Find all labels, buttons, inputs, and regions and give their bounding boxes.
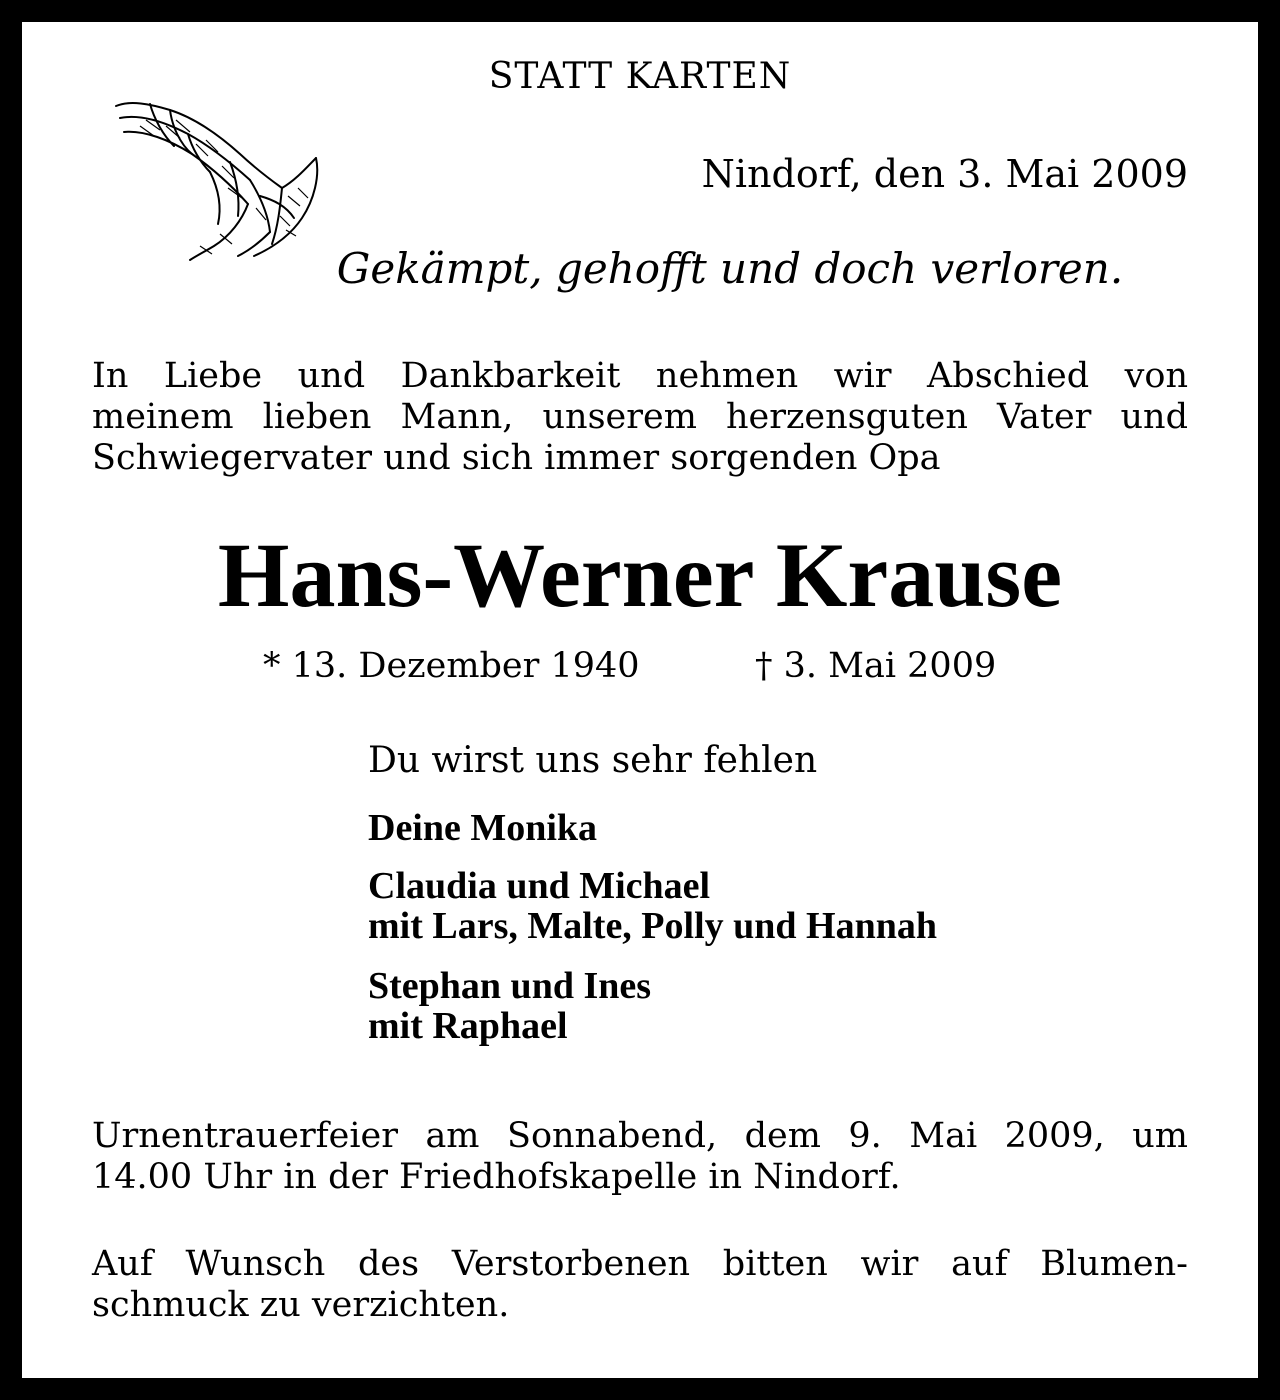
death-date: † 3. Mai 2009	[755, 646, 997, 686]
mourner-name: Claudia und Michael	[368, 865, 711, 907]
intro-line: meinem lieben Mann, unserem herzensguten Vater und	[92, 397, 1188, 437]
intro-line: In Liebe und Dankbarkeit nehmen wir Abschied von	[92, 356, 1188, 396]
mourner-children: mit Lars, Malte, Polly und Hannah	[368, 905, 937, 947]
praying-hands-icon	[110, 96, 325, 261]
mourner-group	[368, 966, 651, 1046]
mourner-children: mit Raphael	[368, 1005, 568, 1047]
funeral-line: Urnentrauerfeier am Sonnabend, dem 9. Mai 2009, um	[92, 1116, 1188, 1156]
flowers-line: schmuck zu verzichten.	[92, 1285, 510, 1325]
mourner-name: Stephan und Ines	[368, 965, 652, 1007]
funeral-line: 14.00 Uhr in der Friedhofskapelle in Nindorf.	[92, 1157, 901, 1197]
intro-line: Schwiegervater und sich immer sorgenden Opa	[92, 438, 941, 478]
deceased-name: Hans-Werner Krause	[217, 524, 1063, 626]
mourner-group	[368, 808, 597, 848]
farewell-line: Du wirst uns sehr fehlen	[368, 740, 818, 781]
birth-date: * 13. Dezember 1940	[263, 646, 640, 686]
place-date: Nindorf, den 3. Mai 2009	[701, 152, 1188, 196]
intro-paragraph	[92, 356, 1188, 479]
funeral-notice	[92, 1116, 1188, 1198]
mourner-group	[368, 866, 937, 946]
flowers-line: Auf Wunsch des Verstorbenen bitten wir auf Blumen-	[92, 1244, 1188, 1284]
statt-karten-header: STATT KARTEN	[488, 56, 792, 97]
mourner-name: Deine Monika	[368, 807, 598, 849]
flowers-note	[92, 1244, 1188, 1326]
motto: Gekämpt, gehofft und doch verloren.	[336, 244, 1124, 293]
